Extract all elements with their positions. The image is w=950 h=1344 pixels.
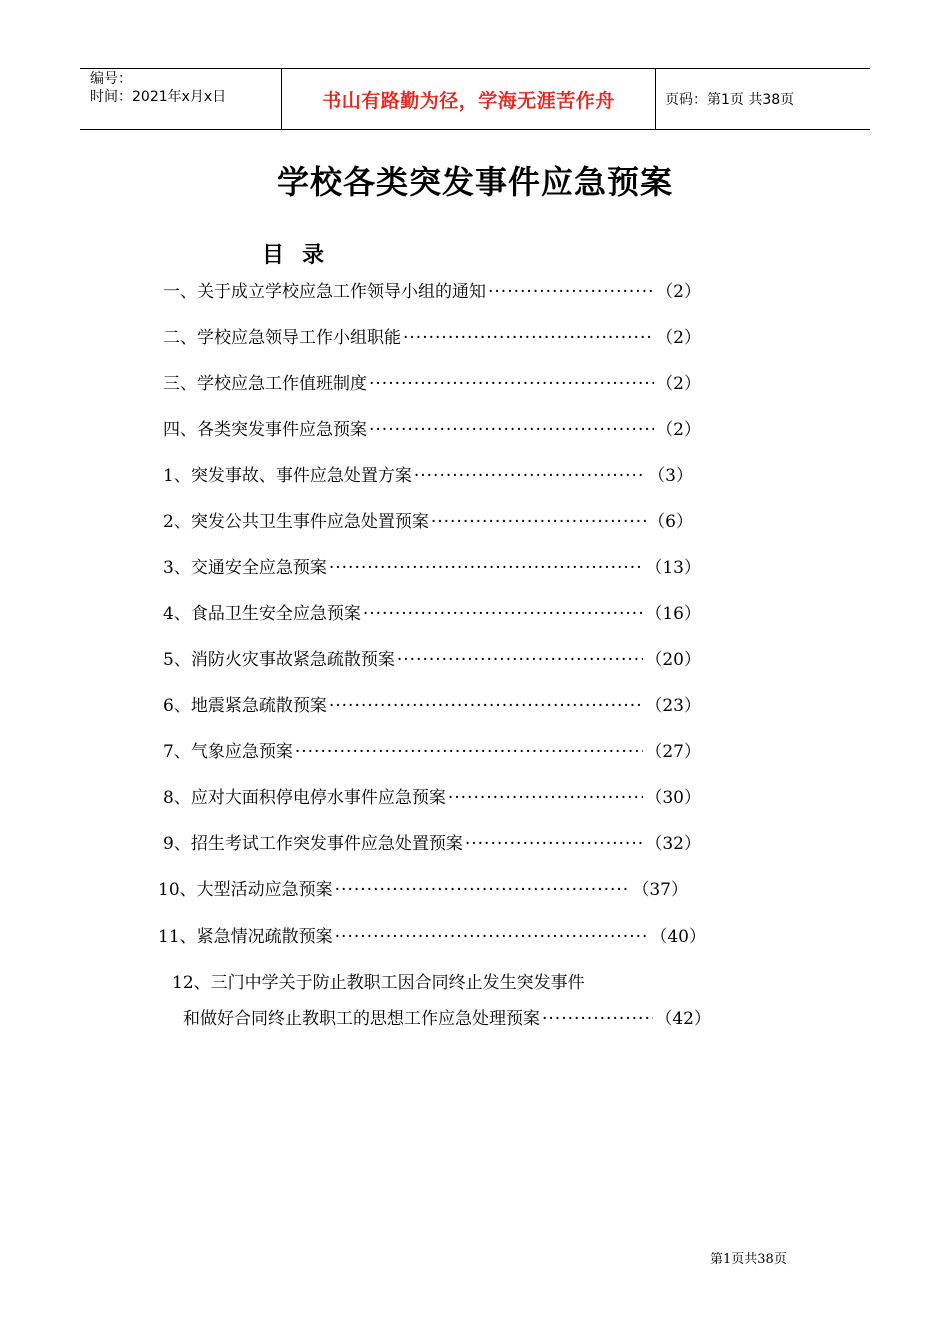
header-middle-cell (281, 69, 656, 129)
page-header (80, 68, 870, 130)
toc-item (158, 926, 706, 948)
header-time-label: 时间：2021年x月x日 (90, 89, 227, 105)
toc-item-text: 11、紧急情况疏散预案 (158, 927, 333, 947)
toc-item-page: （2） (656, 420, 701, 440)
toc-item (163, 741, 701, 763)
toc-item-text: 和做好合同终止教职工的思想工作应急处理预案 (183, 1009, 540, 1029)
toc-item-page: （42） (655, 1009, 711, 1029)
toc-item-text: 一、关于成立学校应急工作领导小组的通知 (163, 282, 486, 302)
toc-item-page: （6） (648, 512, 693, 532)
toc-item-page: （40） (650, 927, 706, 947)
toc-item (163, 281, 701, 303)
header-motto: 书山有路勤为径，学海无涯苦作舟 (322, 90, 615, 112)
toc-item (163, 695, 701, 717)
toc-item (158, 879, 688, 901)
toc-item (163, 787, 701, 809)
header-code-label: 编号： (90, 71, 132, 87)
header-left-cell (80, 69, 280, 129)
toc-dot-leader (397, 649, 644, 671)
toc-item (163, 603, 701, 625)
toc-dot-leader (414, 465, 646, 487)
toc-dot-leader (448, 787, 644, 809)
toc-dot-leader (488, 281, 654, 303)
toc-item-page: （2） (656, 328, 701, 348)
toc-heading: 目录 (262, 243, 343, 268)
toc-dot-leader (329, 695, 644, 717)
toc-item-multiline-line2 (183, 1008, 711, 1030)
toc-item (163, 511, 693, 533)
toc-item-text: 三、学校应急工作值班制度 (163, 374, 367, 394)
toc-item-text: 3、交通安全应急预案 (163, 558, 327, 578)
page-footer: 第1页共38页 (710, 1252, 787, 1267)
toc-item-page: （2） (656, 374, 701, 394)
toc-dot-leader (542, 1008, 653, 1030)
toc-item-page: （23） (645, 696, 701, 716)
toc-dot-leader (295, 741, 644, 763)
header-page-label: 页码：第1页 共38页 (665, 92, 795, 108)
toc-item (163, 373, 701, 395)
toc-item-text: 9、招生考试工作突发事件应急处置预案 (163, 834, 463, 854)
toc-item (163, 327, 701, 349)
toc-item-text: 10、大型活动应急预案 (158, 880, 333, 900)
toc-dot-leader (335, 879, 631, 901)
toc-dot-leader (369, 419, 654, 441)
toc-item-text: 2、突发公共卫生事件应急处置预案 (163, 512, 429, 532)
toc-item-page: （37） (632, 880, 688, 900)
toc-item (163, 465, 693, 487)
toc-item-page: （20） (645, 650, 701, 670)
header-right-cell (655, 69, 870, 129)
toc-item-text: 6、地震紧急疏散预案 (163, 696, 327, 716)
toc-item (163, 419, 701, 441)
toc-item-page: （2） (656, 282, 701, 302)
toc-item (163, 833, 701, 855)
toc-dot-leader (465, 833, 644, 855)
toc-dot-leader (403, 327, 654, 349)
toc-dot-leader (329, 557, 644, 579)
toc-item-text: 8、应对大面积停电停水事件应急预案 (163, 788, 446, 808)
toc-item-page: （13） (645, 558, 701, 578)
toc-item-text: 二、学校应急领导工作小组职能 (163, 328, 401, 348)
document-title: 学校各类突发事件应急预案 (276, 163, 673, 201)
toc-item-text: 4、食品卫生安全应急预案 (163, 604, 361, 624)
toc-dot-leader (335, 926, 649, 948)
toc-item-page: （16） (645, 604, 701, 624)
toc-item-text: 四、各类突发事件应急预案 (163, 420, 367, 440)
toc-item-page: （27） (645, 742, 701, 762)
toc-item (163, 557, 701, 579)
toc-item-text: 5、消防火灾事故紧急疏散预案 (163, 650, 395, 670)
toc-dot-leader (431, 511, 646, 533)
toc-item-page: （3） (648, 466, 693, 486)
toc-dot-leader (363, 603, 644, 625)
toc-item-text: 1、突发事故、事件应急处置方案 (163, 466, 412, 486)
toc-item-multiline-line1: 12、三门中学关于防止教职工因合同终止发生突发事件 (172, 973, 585, 993)
toc-item-page: （32） (645, 834, 701, 854)
toc-item-text: 7、气象应急预案 (163, 742, 293, 762)
toc-item-page: （30） (645, 788, 701, 808)
toc-dot-leader (369, 373, 654, 395)
toc-item (163, 649, 701, 671)
